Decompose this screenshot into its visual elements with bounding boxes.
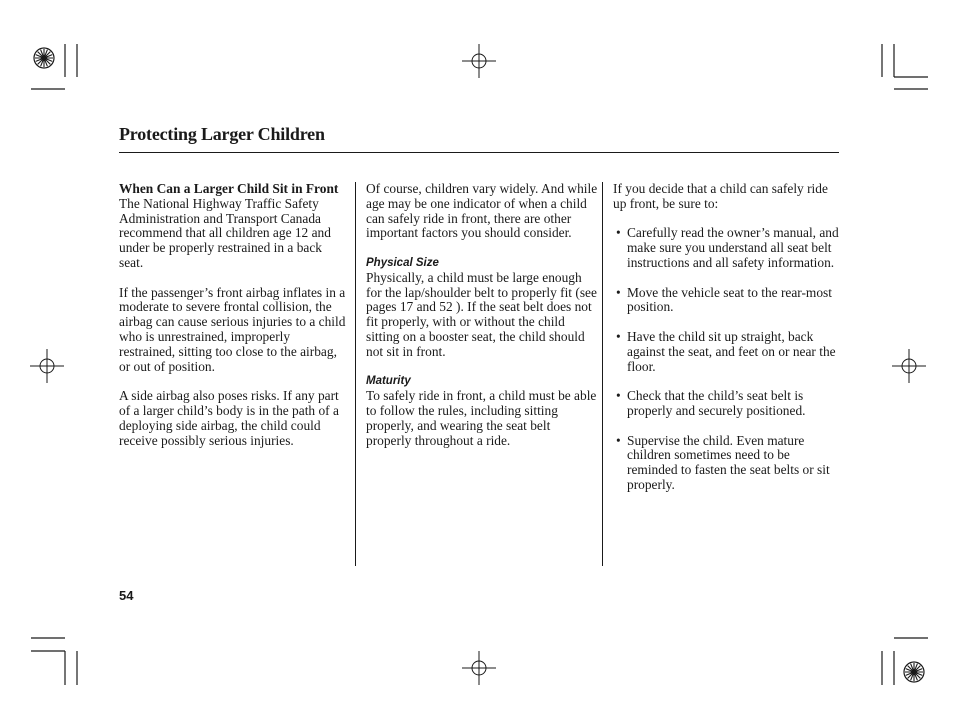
column-divider — [355, 182, 356, 566]
column-divider — [602, 182, 603, 566]
crosshair-mark-bottom — [462, 651, 496, 685]
subsection-heading-physical-size: Physical Size — [366, 256, 439, 269]
column-1 — [119, 182, 349, 463]
paragraph: A side airbag also poses risks. If any part of a larger child’s body is in the path of a deploying side airbag, the child could receive possibly serious injuries. — [119, 388, 339, 448]
crosshair-mark-left — [30, 349, 64, 383]
list-item: • Carefully read the owner’s manual, and make sure you understand all seat belt instructions and all safety information. — [613, 226, 843, 270]
paragraph: If the passenger’s front airbag inflates in a moderate to severe frontal collision, the airbag can cause serious injuries to a child who is unrestrained, improperly restrained, sitting too close to the airbag, or out of position. — [119, 284, 346, 374]
subsection-heading-maturity: Maturity — [366, 375, 411, 388]
registration-mark-top-left — [34, 48, 54, 68]
page-title: Protecting Larger Children — [119, 124, 325, 144]
crop-mark-bottom-right — [882, 638, 928, 685]
crosshair-mark-right — [892, 349, 926, 383]
section-heading: When Can a Larger Child Sit in Front — [119, 181, 339, 196]
paragraph: The National Highway Traffic Safety Administration and Transport Canada recommend that all children age 12 and under be properly restrained in a back seat. — [119, 195, 331, 270]
checklist — [613, 226, 843, 492]
list-item: • Move the vehicle seat to the rear-most position. — [613, 286, 843, 316]
paragraph: Physically, a child must be large enough for the lap/shoulder belt to properly fit (see pages 17 and 52 ). If the seat belt does not fit properly, with or without the child sitting on a booster seat, the child should not sit in front. — [366, 269, 597, 359]
paragraph: If you decide that a child can safely ride up front, be sure to: — [613, 181, 828, 211]
paragraph: To safely ride in front, a child must be able to follow the rules, including sitting properly, and wearing the seat belt properly throughout a ride. — [366, 388, 597, 448]
registration-mark-bottom-right — [904, 662, 924, 682]
column-3 — [613, 182, 843, 508]
list-item: • Check that the child’s seat belt is properly and securely positioned. — [613, 389, 843, 419]
list-item: • Supervise the child. Even mature children sometimes need to be reminded to fasten the seat belts or sit properly. — [613, 434, 843, 493]
title-rule — [119, 152, 839, 153]
paragraph: Of course, children vary widely. And while age may be one indicator of when a child can safely ride in front, there are other important factors you should consider. — [366, 181, 598, 241]
crosshair-mark-top — [462, 44, 496, 78]
crop-mark-top-right — [882, 44, 928, 89]
page-number: 54 — [119, 588, 134, 603]
crop-mark-bottom-left — [31, 638, 77, 685]
column-2 — [366, 182, 598, 463]
list-item: • Have the child sit up straight, back against the seat, and feet on or near the floor. — [613, 330, 843, 374]
